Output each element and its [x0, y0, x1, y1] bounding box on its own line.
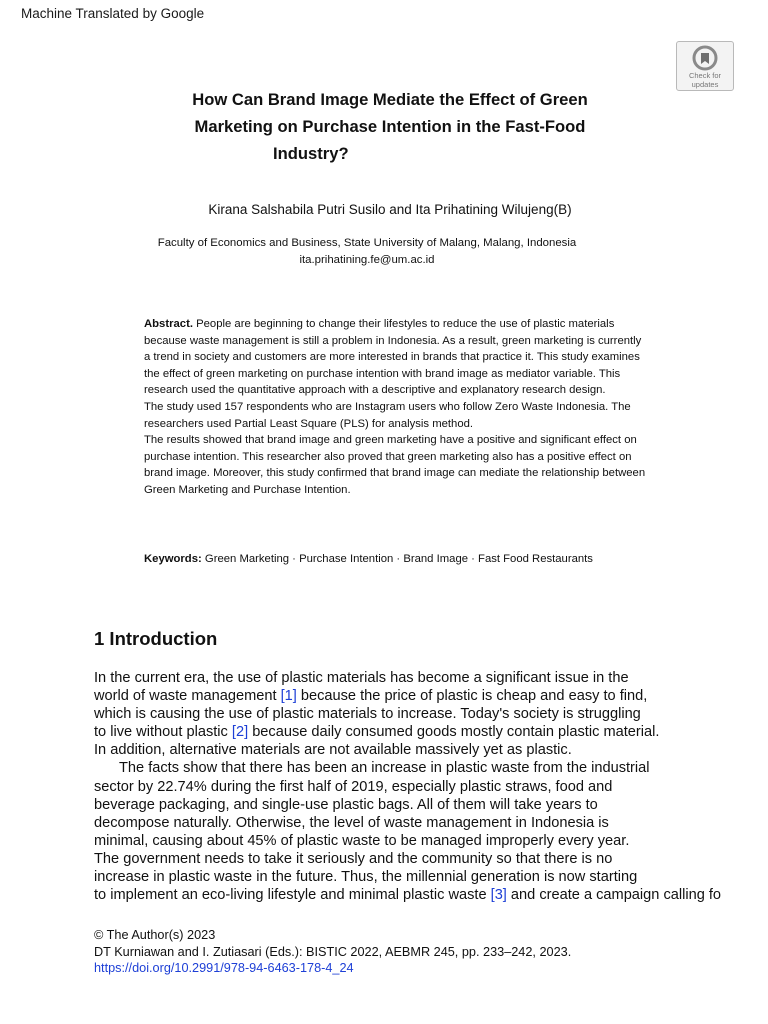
doi-link[interactable]: https://doi.org/10.2991/978-94-6463-178-4_24 [94, 961, 354, 975]
affiliation-block [0, 235, 734, 269]
keywords-text: Green Marketing · Purchase Intention · Brand Image · Fast Food Restaurants [204, 553, 593, 565]
intro-line: sector by 22.74% during the first half of 2019, especially plastic straws, food and [94, 778, 613, 795]
citation-link-3[interactable]: [3] [490, 887, 507, 904]
intro-line: decompose naturally. Otherwise, the level of waste management in Indonesia is [94, 814, 609, 831]
intro-line: world of waste management [1] because the price of plastic is cheap and easy to find, [94, 688, 648, 705]
abstract-text-1: People are beginning to change their lifestyles to reduce the use of plastic materials because waste management is still a problem in Indonesia. As a result, green marketing is currently a trend in society and customers are more interested in brands that practice it. This study examines the effect of green marketing on purchase intention with brand image as mediator variable. This research used the quantitative approach with a descriptive and explanatory research design. [144, 318, 642, 397]
keywords [144, 552, 650, 566]
intro-line: to live without plastic [2] because daily consumed goods mostly contain plastic material. [94, 724, 660, 741]
citation-link-2[interactable]: [2] [231, 724, 249, 741]
abstract [144, 316, 650, 499]
check-for-updates-badge[interactable] [676, 41, 734, 91]
title-line-1: How Can Brand Image Mediate the Effect of Green [192, 90, 588, 109]
intro-line: which is causing the use of plastic materials to increase. Today's society is struggling [94, 706, 641, 723]
badge-label-2: updates [691, 79, 719, 89]
machine-translated-banner: Machine Translated by Google [21, 6, 205, 21]
abstract-paragraph-3: The results showed that brand image and green marketing have a positive and significant effect on purchase intention. This researcher also proved that green marketing also has a positive effect on brand image. Moreover, this study confirmed that brand image can mediate the relationship between Green Marketing and Purchase Intention. [144, 434, 646, 496]
intro-line: In addition, alternative materials are not available massively yet as plastic. [94, 742, 572, 759]
paper-title [150, 86, 630, 167]
intro-line: The government needs to take it seriously and the community so that there is no [94, 850, 613, 867]
author-list: Kirana Salshabila Putri Susilo and Ita Prihatining Wilujeng(B) [208, 202, 572, 217]
intro-line: minimal, causing about 45% of plastic waste to be managed improperly every year. [94, 832, 630, 849]
abstract-paragraph-1 [144, 316, 650, 399]
affiliation: Faculty of Economics and Business, State University of Malang, Malang, Indonesia [157, 237, 577, 249]
section-heading: 1 Introduction [94, 628, 218, 649]
intro-line: The facts show that there has been an increase in plastic waste from the industrial [119, 760, 650, 777]
intro-line: In the current era, the use of plastic materials has become a significant issue in the [94, 670, 629, 686]
abstract-label: Abstract. [144, 318, 193, 330]
check-for-updates-icon [692, 45, 718, 71]
email: ita.prihatining.fe@um.ac.id [299, 254, 435, 266]
citation: DT Kurniawan and I. Zutiasari (Eds.): BISTIC 2022, AEBMR 245, pp. 233–242, 2023. [94, 944, 572, 959]
title-line-3: Industry? [273, 144, 349, 163]
footer [94, 927, 571, 977]
copyright: © The Author(s) 2023 [94, 928, 216, 942]
intro-line: increase in plastic waste in the future. Thus, the millennial generation is now starting [94, 869, 638, 886]
abstract-paragraph-2: The study used 157 respondents who are Instagram users who follow Zero Waste Indonesia. The researchers used Partial Least Square (PLS) for analysis method. [144, 400, 631, 430]
badge-label-1: Check for [688, 71, 722, 80]
introduction-body [94, 669, 768, 904]
keywords-label: Keywords: [144, 553, 202, 565]
intro-line: beverage packaging, and single-use plastic bags. All of them will take years to [94, 796, 598, 813]
title-line-2: Marketing on Purchase Intention in the Fast-Food [194, 117, 586, 136]
citation-link-1[interactable]: [1] [280, 688, 297, 705]
intro-line: to implement an eco-living lifestyle and minimal plastic waste [3] and create a campaign calling fo [94, 887, 722, 904]
